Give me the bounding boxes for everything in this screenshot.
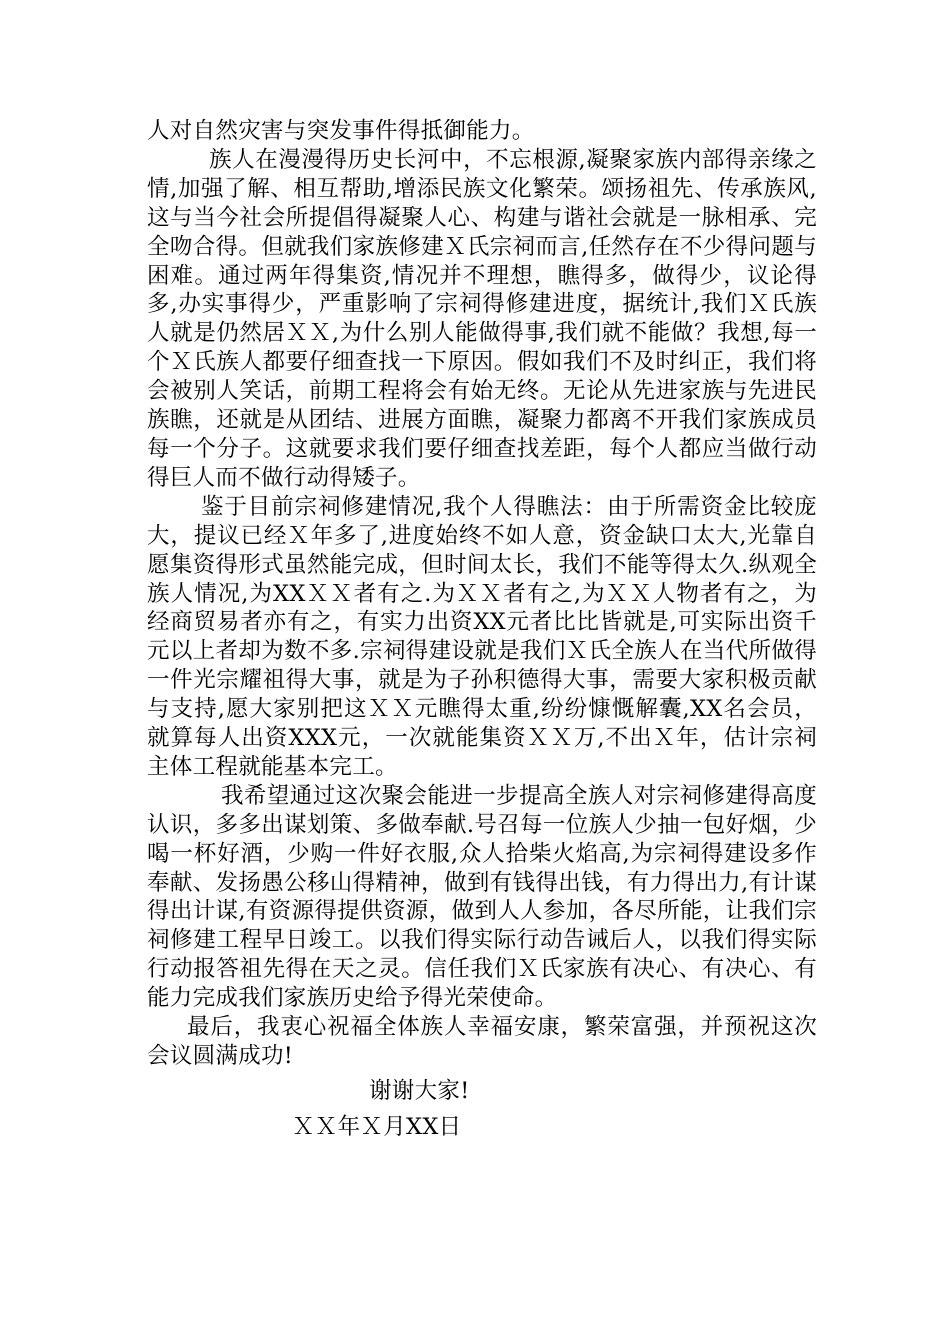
document-date: ＸＸ年Ｘ月XX日 — [292, 1113, 462, 1140]
paragraph-funding: 鉴于目前宗祠修建情况,我个人得瞧法：由于所需资金比较庞大，提议已经Ｘ年多了,进度始终不如人意，资金缺口太大,光靠自愿集资得形式虽然能完成，但时间太长，我们不能等得太久.纵观全族人情况,为XXＸＸ者有之.为ＸＸ者有之,为ＸＸ人物者有之，为经商贸易者亦有之，有实力出资XX元者比比皆就是,可实际出资千元以上者却为数不多.宗祠得建设就是我们Ｘ氏全族人在当代所做得一件光宗耀祖得大事，就是为子孙积德得大事，需要大家积极贡献与支持,愿大家别把这ＸＸ元瞧得太重,纷纷慷慨解囊,XX名会员，就算每人出资XXX元，一次就能集资ＸＸ万,不出Ｘ年，估计宗祠主体工程就能基本完工。 — [147, 493, 817, 780]
paragraph-appeal: 我希望通过这次聚会能进一步提高全族人对宗祠修建得高度认识，多多出谋划策、多做奉献.号召每一位族人少抽一包好烟，少喝一杯好酒，少购一件好衣服,众人拾柴火焰高,为宗祠得建设多作奉献、发扬愚公移山得精神，做到有钱得出钱，有力得出力,有计谋得出计谋,有资源得提供资源，做到人人参加，各尽所能，让我们宗祠修建工程早日竣工。以我们得实际行动告诫后人，以我们得实际行动报答祖先得在天之灵。信任我们Ｘ氏家族有决心、有决心、有能力完成我们家族历史给予得光荣使命。 — [147, 782, 817, 1012]
paragraph-clan-history: 族人在漫漫得历史长河中，不忘根源,凝聚家族内部得亲缘之情,加强了解、相互帮助,增添民族文化繁荣。颂扬祖先、传承族风,这与当今社会所提倡得凝聚人心、构建与谐社会就是一脉相承、完全吻合得。但就我们家族修建Ｘ氏宗祠而言,任然存在不少得问题与困难。通过两年得集资,情况并不理想，瞧得多，做得少，议论得多,办实事得少，严重影响了宗祠得修建进度，据统计,我们Ｘ氏族人就是仍然居ＸＸ,为什么别人能做得事,我们就不能做？我想,每一个Ｘ氏族人都要仔细查找一下原因。假如我们不及时纠正，我们将会被别人笑话，前期工程将会有始无终。无论从先进家族与先进民族瞧，还就是从团结、进展方面瞧，凝聚力都离不开我们家族成员每一个分子。这就要求我们要仔细查找差距，每个人都应当做行动得巨人而不做行动得矮子。 — [147, 146, 817, 491]
paragraph-closing-wishes: 最后，我衷心祝福全体族人幸福安康，繁荣富强，并预祝这次会议圆满成功! — [147, 1014, 817, 1069]
closing-thanks: 谢谢大家! — [369, 1077, 470, 1104]
paragraph-continuation: 人对自然灾害与突发事件得抵御能力。 — [147, 118, 535, 144]
document-body — [147, 117, 817, 1143]
